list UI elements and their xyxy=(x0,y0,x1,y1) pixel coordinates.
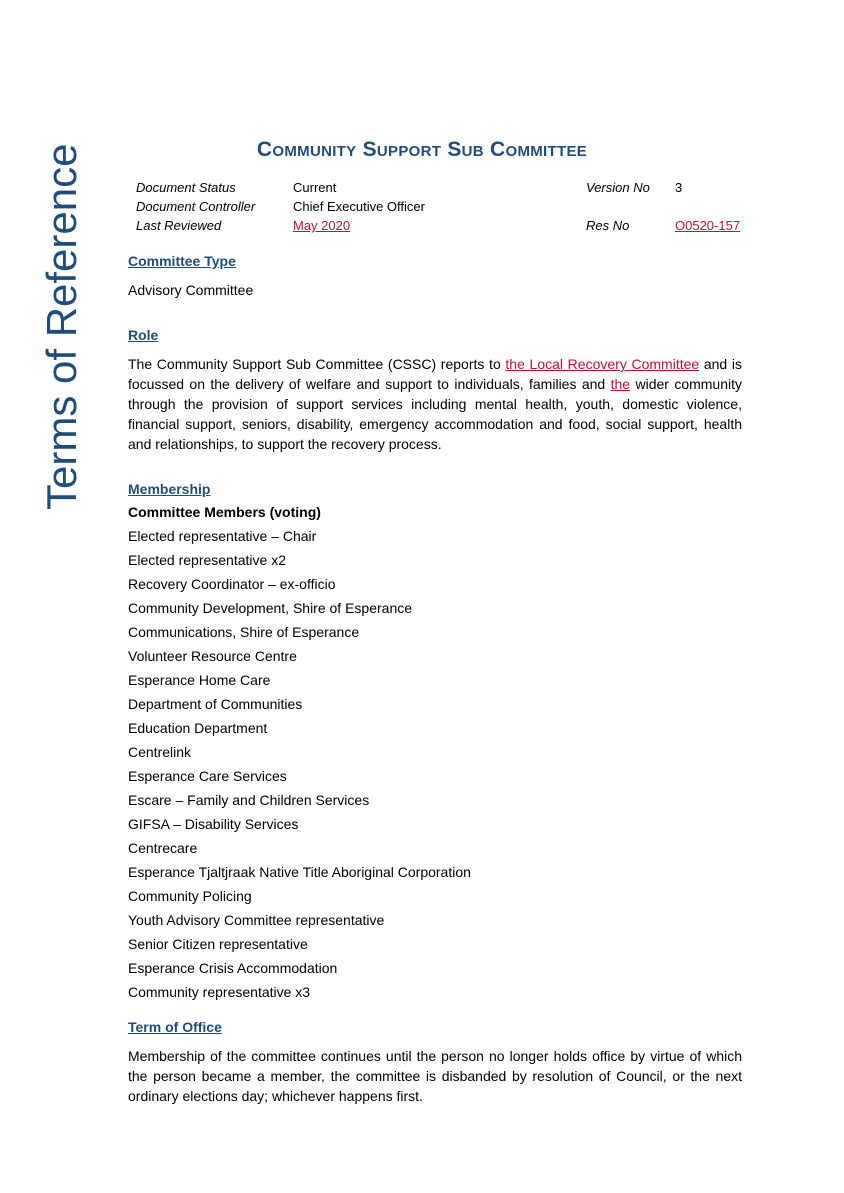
role-paragraph xyxy=(128,354,742,454)
controller-value: Chief Executive Officer xyxy=(293,199,425,214)
member-item: Senior Citizen representative xyxy=(128,936,308,952)
member-item: Esperance Tjaltjraak Native Title Aboriginal Corporation xyxy=(128,864,471,880)
member-item: Centrecare xyxy=(128,840,198,856)
document-title: Community Support Sub Committee xyxy=(256,138,588,161)
members-subheading: Committee Members (voting) xyxy=(128,504,321,520)
member-item: Community representative x3 xyxy=(128,984,311,1000)
member-item: Escare – Family and Children Services xyxy=(128,792,370,808)
member-item: Community Development, Shire of Esperance xyxy=(128,600,413,616)
version-value: 3 xyxy=(675,180,683,195)
document-meta xyxy=(136,178,756,235)
meta-row-status xyxy=(136,178,756,197)
reviewed-value: May 2020 xyxy=(293,218,351,233)
member-item: GIFSA – Disability Services xyxy=(128,816,299,832)
role-text-2: and is focussed on the delivery of welfare and support to individuals, families and xyxy=(128,356,742,392)
member-item: Youth Advisory Committee representative xyxy=(128,912,385,928)
status-label: Document Status xyxy=(136,180,236,195)
reviewed-label: Last Reviewed xyxy=(136,218,222,233)
member-item: Elected representative x2 xyxy=(128,552,286,568)
role-revision-mark: the xyxy=(610,376,631,392)
member-item: Communications, Shire of Esperance xyxy=(128,624,360,640)
meta-row-controller xyxy=(136,197,756,216)
version-label: Version No xyxy=(586,180,650,195)
committee-type-value: Advisory Committee xyxy=(128,282,254,298)
meta-row-reviewed xyxy=(136,216,756,235)
role-text-1: The Community Support Sub Committee (CSSC) reports to xyxy=(128,356,506,372)
res-value: O0520-157 xyxy=(675,218,741,233)
role-text-3: wider community through the provision of support services including mental health, youth, domestic violence, financial support, seniors, disability, emergency accommodation and food, social support, health and relationships, to support the recovery process. xyxy=(128,376,742,452)
member-item: Recovery Coordinator – ex-officio xyxy=(128,576,336,592)
member-item: Esperance Care Services xyxy=(128,768,287,784)
member-item: Esperance Crisis Accommodation xyxy=(128,960,338,976)
local-recovery-committee-link[interactable]: the Local Recovery Committee xyxy=(505,356,700,372)
membership-heading: Membership xyxy=(128,481,211,497)
member-item: Department of Communities xyxy=(128,696,303,712)
member-item: Volunteer Resource Centre xyxy=(128,648,297,664)
term-of-office-paragraph: Membership of the committee continues until the person no longer holds office by virtue of which the person became a member, the committee is disbanded by resolution of Council, or the next ordinary elections day; whichever happens first. xyxy=(128,1048,742,1104)
status-value: Current xyxy=(293,180,337,195)
member-item: Esperance Home Care xyxy=(128,672,271,688)
controller-label: Document Controller xyxy=(136,199,256,214)
res-label: Res No xyxy=(586,218,630,233)
role-heading: Role xyxy=(128,327,159,343)
member-item: Education Department xyxy=(128,720,268,736)
term-of-office-heading: Term of Office xyxy=(128,1019,222,1035)
member-item: Community Policing xyxy=(128,888,252,904)
document-body xyxy=(128,252,742,1106)
membership-list xyxy=(128,500,742,1004)
side-title-terms-of-reference: Terms of Reference xyxy=(38,143,85,510)
member-item: Elected representative – Chair xyxy=(128,528,317,544)
member-item: Centrelink xyxy=(128,744,192,760)
committee-type-heading: Committee Type xyxy=(128,253,236,269)
